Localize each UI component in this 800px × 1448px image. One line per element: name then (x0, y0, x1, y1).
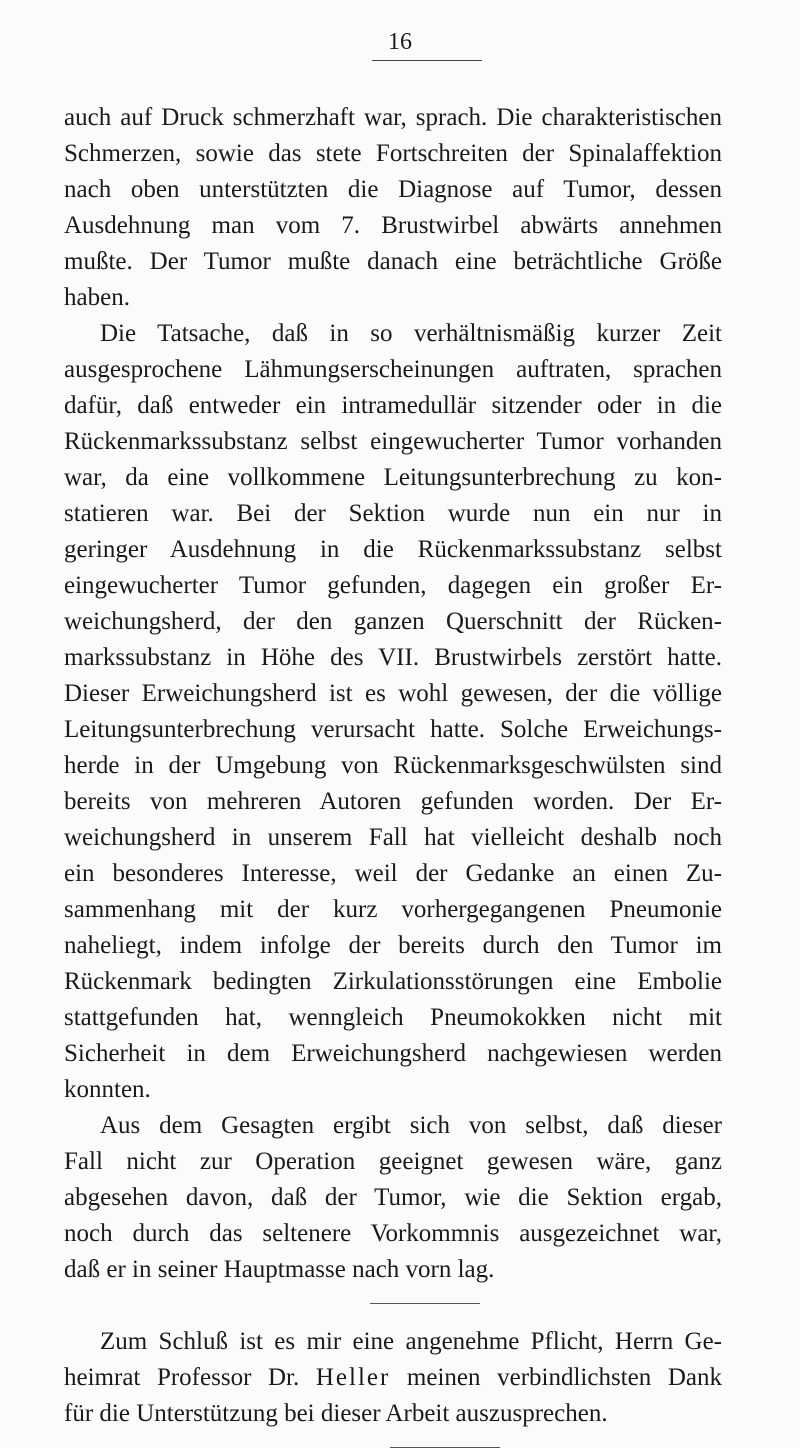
text-line (64, 1363, 722, 1393)
text-line: Fall nicht zur Operation geeignet gewesen wäre, ganz (64, 1148, 722, 1175)
text-line: Rückenmarkssubstanz selbst eingewucherter Tumor vorhanden (64, 428, 722, 455)
text-line: weichungsherd in unserem Fall hat vielleicht deshalb noch (64, 824, 722, 851)
text-segment: meinen verbindlichsten Dank (390, 1364, 722, 1391)
text-line: eingewucherter Tumor gefunden, dagegen ein großer Er- (64, 572, 722, 599)
text-line: nach oben unterstützten die Diagnose auf Tumor, dessen (64, 176, 722, 203)
text-line: Schmerzen, sowie das stete Fortschreiten der Spinalaffektion (64, 140, 722, 167)
header-rule (372, 60, 482, 61)
text-line: konnten. (64, 1076, 151, 1103)
text-line: noch durch das seltenere Vorkommnis ausgezeichnet war, (64, 1220, 722, 1247)
text-line: weichungsherd, der den ganzen Querschnitt der Rücken- (64, 608, 722, 635)
text-line: Leitungsunterbrechung verursacht hatte. Solche Erweichungs- (64, 716, 722, 743)
text-line: Aus dem Gesagten ergibt sich von selbst, daß dieser (100, 1112, 722, 1139)
text-line: war, da eine vollkommene Leitungsunterbrechung zu kon- (64, 464, 722, 491)
section-divider (370, 1303, 480, 1304)
page-number: 16 (388, 29, 412, 55)
text-line: dafür, daß entweder ein intramedullär sitzender oder in die (64, 392, 722, 419)
text-segment: heimrat Professor Dr. (64, 1364, 316, 1391)
text-line: für die Unterstützung bei dieser Arbeit auszusprechen. (64, 1400, 608, 1427)
text-line: statieren war. Bei der Sektion wurde nun ein nur in (64, 500, 722, 527)
text-line: naheliegt, indem infolge der bereits durch den Tumor im (64, 932, 722, 959)
text-line: haben. (64, 284, 130, 311)
text-line: Die Tatsache, daß in so verhältnismäßig kurzer Zeit (100, 320, 722, 347)
text-line: sammenhang mit der kurz vorhergegangenen Pneumonie (64, 896, 722, 923)
text-line: ausgesprochene Lähmungserscheinungen auftraten, sprachen (64, 356, 722, 383)
text-line: Rückenmark bedingten Zirkulationsstörungen eine Embolie (64, 968, 722, 995)
text-line: Sicherheit in dem Erweichungsherd nachgewiesen werden (64, 1040, 722, 1067)
text-line: Zum Schluß ist es mir eine angenehme Pflicht, Herrn Ge- (100, 1328, 722, 1355)
text-line: Ausdehnung man vom 7. Brustwirbel abwärts annehmen (64, 212, 722, 239)
text-line: mußte. Der Tumor mußte danach eine beträchtliche Größe (64, 248, 722, 275)
person-name: Heller (315, 1364, 391, 1391)
text-line: stattgefunden hat, wenngleich Pneumokokken nicht mit (64, 1004, 722, 1031)
text-line: bereits von mehreren Autoren gefunden worden. Der Er- (64, 788, 722, 815)
text-line: geringer Ausdehnung in die Rückenmarkssubstanz selbst (64, 536, 722, 563)
text-line: daß er in seiner Hauptmasse nach vorn lag. (64, 1256, 495, 1283)
text-line: Dieser Erweichungsherd ist es wohl gewesen, der die völlige (64, 680, 722, 707)
text-line: abgesehen davon, daß der Tumor, wie die Sektion ergab, (64, 1184, 722, 1211)
text-line: herde in der Umgebung von Rückenmarksgeschwülsten sind (64, 752, 722, 779)
text-line: ein besonderes Interesse, weil der Gedanke an einen Zu- (64, 860, 722, 887)
text-line: auch auf Druck schmerzhaft war, sprach. Die charakteristischen (64, 104, 722, 131)
text-line: markssubstanz in Höhe des VII. Brustwirbels zerstört hatte. (64, 644, 722, 671)
